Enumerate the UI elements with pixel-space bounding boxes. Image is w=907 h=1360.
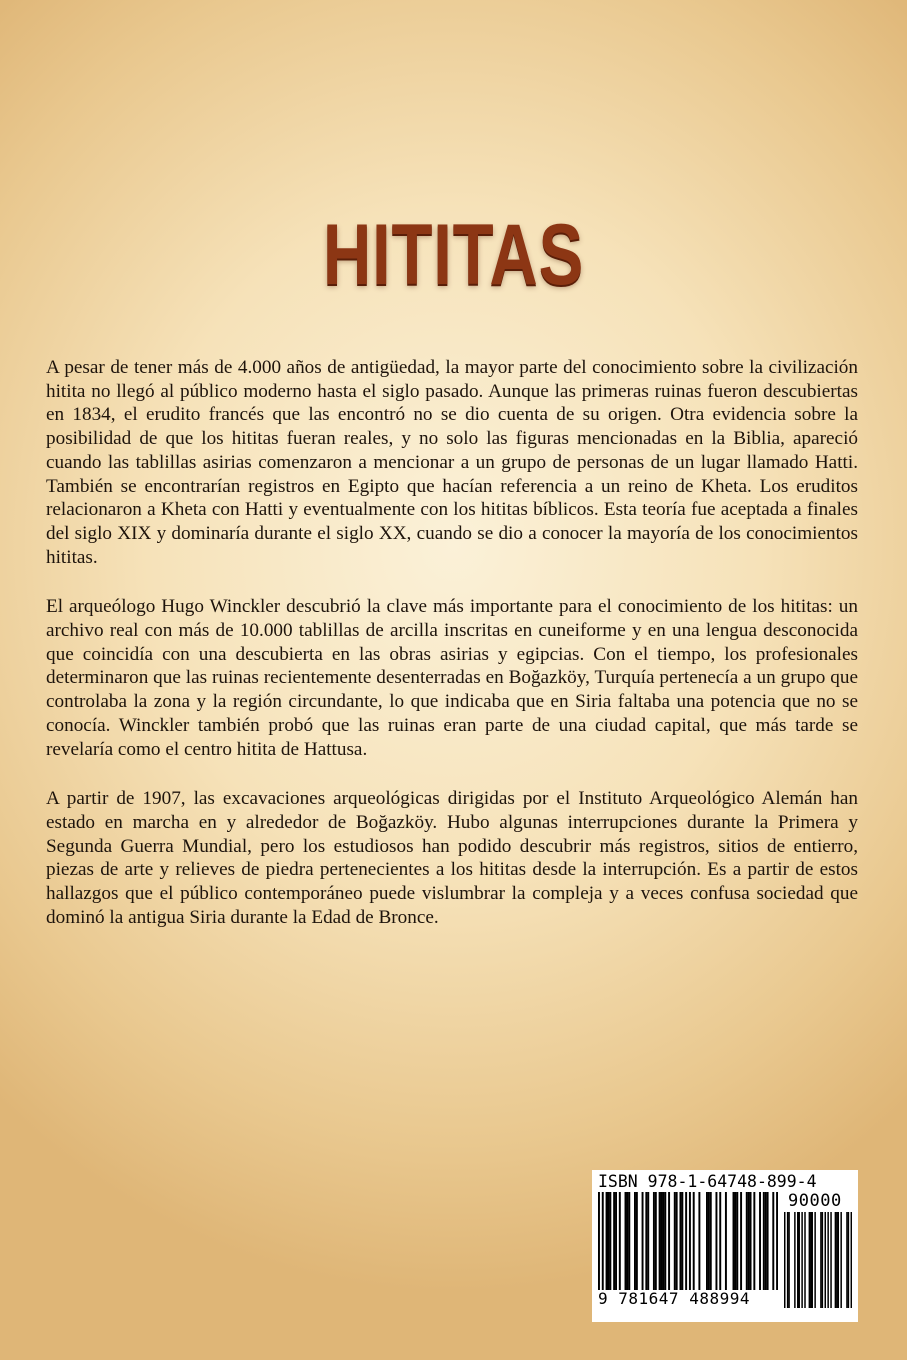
isbn-barcode — [592, 1170, 858, 1322]
ean-digits: 9 781647 488994 — [598, 1290, 778, 1308]
addon-barcode-bars — [784, 1212, 852, 1308]
paragraph-2: El arqueólogo Hugo Winckler descubrió la clave más importante para el conocimiento de los hititas: un archivo real con más de 10.000 tablillas de arcilla inscritas en cuneiforme y en una lengua desconocida que coincidía con una descubierta en las obras asirias y egipcias. Con el tiempo, los profesionales determinaron que las ruinas recientemente desenterradas en Boğazköy, Turquía pertenecía a un grupo que controlaba la zona y la región circundante, lo que indicaba que en Siria faltaba una potencia que no se conocía. Winckler también probó que las ruinas eran parte de una ciudad capital, que más tarde se revelaría como el centro hitita de Hattusa. — [46, 596, 858, 760]
back-cover-description — [46, 356, 858, 955]
paragraph-1: A pesar de tener más de 4.000 años de antigüedad, la mayor parte del conocimiento sobre la civilización hitita no llegó al público moderno hasta el siglo pasado. Aunque las primeras ruinas fueron descubiertas en 1834, el erudito francés que las encontró no se dio cuenta de su origen. Otra evidencia sobre la posibilidad de que los hititas fueran reales, y no solo las figuras mencionadas en la Biblia, apareció cuando las tablillas asirias comenzaron a mencionar a un grupo de personas de un lugar llamado Hatti. También se encontrarían registros en Egipto que hacían referencia a un reino de Kheta. Los eruditos relacionaron a Kheta con Hatti y eventualmente con los hititas bíblicos. Esta teoría fue aceptada a finales del siglo XIX y dominaría durante el siglo XX, cuando se dio a conocer la mayoría de los conocimientos hititas. — [46, 357, 858, 568]
isbn-label: ISBN 978-1-64748-899-4 — [598, 1172, 817, 1191]
book-title: HITITAS — [322, 207, 585, 303]
addon-digits: 90000 — [788, 1191, 842, 1211]
barcode-graphic — [598, 1192, 852, 1308]
paragraph-3: A partir de 1907, las excavaciones arqueológicas dirigidas por el Instituto Arqueológico Alemán han estado en marcha en y alrededor de Boğazköy. Hubo algunas interrupciones durante la Primera y Segunda Guerra Mundial, pero los estudiosos han podido descubrir más registros, sitios de entierro, piezas de arte y relieves de piedra pertenecientes a los hititas desde la interrupción. Es a partir de estos hallazgos que el público contemporáneo puede vislumbrar la compleja y a veces confusa sociedad que dominó la antigua Siria durante la Edad de Bronce. — [46, 788, 858, 928]
